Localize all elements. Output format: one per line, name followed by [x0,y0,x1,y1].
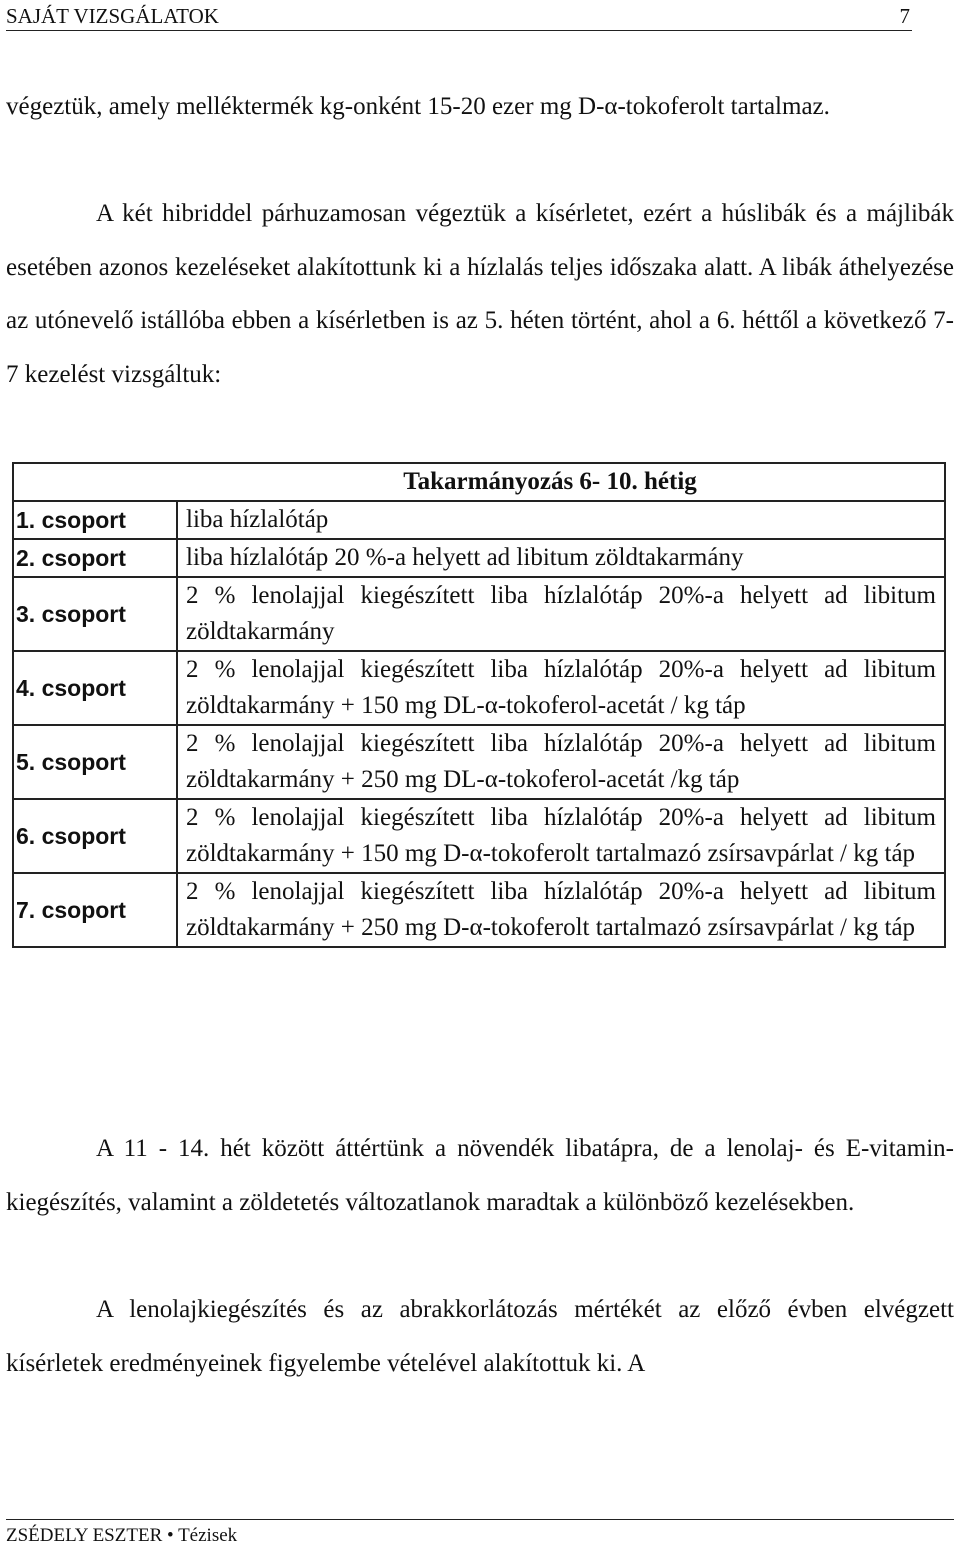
paragraph-2: A két hibriddel párhuzamosan végeztük a kísérletet, ezért a húslibák és a májlibák esetében azonos kezeléseket alakítottunk ki a hízlalás teljes időszaka alatt. A libák áthelyezése az utónevelő istállóba ebben a kísérletben is az 5. héten történt, ahol a 6. héttől a következő 7-7 kezelést vizsgáltuk: [6,200,954,388]
treatment-text: 2 % lenolajjal kiegészített liba hízlalótáp 20%-a helyett ad libitum zöldtakarmány + 250 mg D-α-tokoferolt tartalmazó zsírsavpárlat / kg táp [177,873,945,947]
group-label: 6. csoport [13,799,177,873]
group-label: 4. csoport [13,651,177,725]
footer-doc-type: Tézisek [178,1525,238,1546]
footer-separator: • [167,1525,174,1546]
table-row [13,873,945,947]
paragraph-1: végeztük, amely melléktermék kg-onként 15-20 ezer mg D-α-tokoferolt tartalmaz. [6,93,830,120]
footer-author: ZSÉDELY ESZTER [6,1525,163,1546]
group-label: 7. csoport [13,873,177,947]
treatment-text: liba hízlalótáp [177,501,945,539]
table-header-row [13,463,945,501]
paragraph-3: A 11 - 14. hét között áttértünk a növendék libatápra, de a lenolaj- és E-vitamin-kiegészítés, valamint a zöldetetés változatlanok maradtak a különböző kezelésekben. [6,1135,954,1216]
treatment-text: liba hízlalótáp 20 %-a helyett ad libitum zöldtakarmány [177,539,945,577]
treatment-text: 2 % lenolajjal kiegészített liba hízlalótáp 20%-a helyett ad libitum zöldtakarmány [177,577,945,651]
table-row [13,725,945,799]
table-row [13,539,945,577]
group-label: 3. csoport [13,577,177,651]
page-number: 7 [899,4,910,28]
table-title: Takarmányozás 6- 10. hétig [13,463,945,501]
table-row [13,799,945,873]
treatment-table [12,462,946,948]
table-row [13,577,945,651]
group-label: 1. csoport [13,501,177,539]
table-row [13,501,945,539]
treatment-text: 2 % lenolajjal kiegészített liba hízlalótáp 20%-a helyett ad libitum zöldtakarmány + 250 mg DL-α-tokoferol-acetát /kg táp [177,725,945,799]
treatment-text: 2 % lenolajjal kiegészített liba hízlalótáp 20%-a helyett ad libitum zöldtakarmány + 150 mg DL-α-tokoferol-acetát / kg táp [177,651,945,725]
group-label: 5. csoport [13,725,177,799]
group-label: 2. csoport [13,539,177,577]
page-header [6,2,912,31]
paragraph-4: A lenolajkiegészítés és az abrakkorlátozás mértékét az előző évben elvégzett kísérletek eredményeinek figyelembe vételével alakítottuk ki. A [6,1296,954,1377]
page-footer [6,1519,954,1550]
section-title: SAJÁT VIZSGÁLATOK [6,4,219,28]
table-row [13,651,945,725]
treatment-text: 2 % lenolajjal kiegészített liba hízlalótáp 20%-a helyett ad libitum zöldtakarmány + 150 mg D-α-tokoferolt tartalmazó zsírsavpárlat / kg táp [177,799,945,873]
